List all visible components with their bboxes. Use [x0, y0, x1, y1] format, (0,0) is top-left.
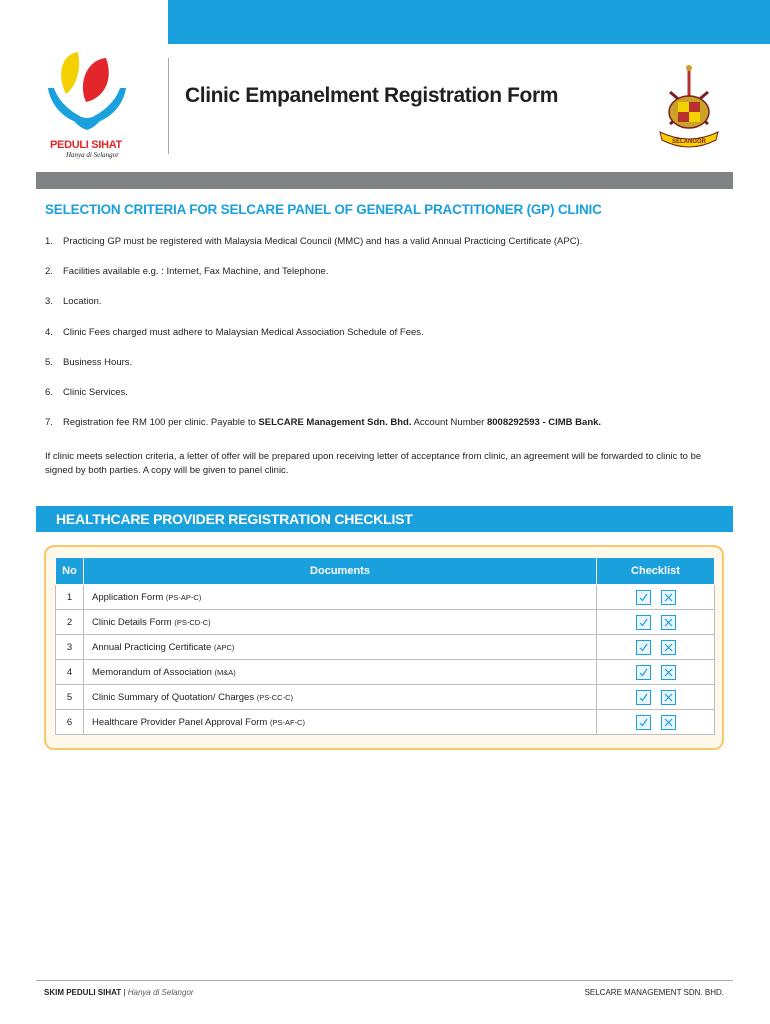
no-checkbox[interactable] [661, 690, 676, 705]
criteria-item: 3. Location. [45, 296, 102, 308]
no-checkbox[interactable] [661, 590, 676, 605]
table-row [56, 610, 715, 635]
document-code: (M&A) [214, 667, 236, 677]
table-header-row [56, 558, 715, 585]
footer-divider [36, 980, 733, 981]
table-row [56, 685, 715, 710]
document-code: (PS-AF-C) [269, 717, 305, 727]
yes-checkbox[interactable] [636, 715, 651, 730]
yes-checkbox[interactable] [636, 640, 651, 655]
selangor-crest-icon [654, 62, 724, 154]
yes-checkbox[interactable] [636, 590, 651, 605]
row-number: 6 [56, 710, 84, 735]
row-number: 3 [56, 635, 84, 660]
page-title: Clinic Empanelment Registration Form [185, 84, 558, 107]
checklist-heading: HEALTHCARE PROVIDER REGISTRATION CHECKLIST [56, 511, 413, 527]
document-name: Clinic Details Form (PS-CD-C) [84, 610, 597, 635]
footer-company: SELCARE MANAGEMENT SDN. BHD. [584, 988, 724, 997]
header-accent-bar [168, 0, 770, 44]
document-name: Healthcare Provider Panel Approval Form (PS-AF-C) [84, 710, 597, 735]
document-name: Clinic Summary of Quotation/ Charges (PS-CC-C) [84, 685, 597, 710]
crest-label: SELANGOR [671, 139, 707, 145]
row-number: 1 [56, 585, 84, 610]
checklist-cell [597, 610, 715, 635]
document-name: Annual Practicing Certificate (APC) [84, 635, 597, 660]
criteria-item: 6. Clinic Services. [45, 386, 128, 398]
criteria-item: 4. Clinic Fees charged must adhere to Malaysian Medical Association Schedule of Fees. [45, 326, 424, 338]
criteria-item-registration-fee: 7. Registration fee RM 100 per clinic. Payable to SELCARE Management Sdn. Bhd. Account Number 8008292593 - CIMB Bank. [45, 417, 602, 429]
no-checkbox[interactable] [661, 640, 676, 655]
no-checkbox[interactable] [661, 715, 676, 730]
checklist-cell [597, 685, 715, 710]
header-divider [168, 58, 169, 154]
checklist-cell [597, 660, 715, 685]
yes-checkbox[interactable] [636, 690, 651, 705]
checklist-cell [597, 635, 715, 660]
criteria-item: 5. Business Hours. [45, 356, 133, 368]
logo-wordmark: PEDULI SIHAT [50, 139, 122, 151]
criteria-item: 1. Practicing GP must be registered with Malaysia Medical Council (MMC) and has a valid Annual Practicing Certificate (APC). [45, 236, 583, 247]
document-code: (PS-CD-C) [174, 617, 211, 627]
column-header-no: No [56, 558, 84, 585]
table-row [56, 710, 715, 735]
section-divider-bar [36, 172, 733, 189]
footer-separator: | [123, 988, 126, 997]
document-code: (PS-CC-C) [256, 692, 293, 702]
logo-tagline: Hanya di Selangor [66, 151, 119, 159]
footer-scheme-name: SKIM PEDULI SIHAT [44, 988, 122, 997]
document-name: Memorandum of Association (M&A) [84, 660, 597, 685]
document-name: Application Form (PS-AP-C) [84, 585, 597, 610]
row-number: 5 [56, 685, 84, 710]
no-checkbox[interactable] [661, 665, 676, 680]
table-row [56, 660, 715, 685]
criteria-item: 2. Facilities available e.g. : Internet, Fax Machine, and Telephone. [45, 266, 329, 278]
selection-criteria-heading: SELECTION CRITERIA FOR SELCARE PANEL OF GENERAL PRACTITIONER (GP) CLINIC [45, 202, 602, 217]
document-code: (PS-AP-C) [165, 592, 202, 602]
yes-checkbox[interactable] [636, 615, 651, 630]
table-row [56, 635, 715, 660]
payee-company: SELCARE Management Sdn. Bhd. [258, 417, 412, 429]
account-number: 8008292593 - CIMB Bank. [486, 417, 602, 429]
no-checkbox[interactable] [661, 615, 676, 630]
document-code: (APC) [213, 642, 235, 652]
row-number: 4 [56, 660, 84, 685]
footer-tagline: Hanya di Selangor [127, 988, 194, 997]
row-number: 2 [56, 610, 84, 635]
column-header-documents: Documents [84, 558, 597, 585]
checklist-cell [597, 710, 715, 735]
checklist-cell [597, 585, 715, 610]
table-row [56, 585, 715, 610]
selection-criteria-list [45, 236, 725, 447]
selection-note: If clinic meets selection criteria, a letter of offer will be prepared upon receiving letter of acceptance from clinic, an agreement will be forwarded to clinic to be signed by both parties. A copy will be given to panel clinic. [45, 451, 702, 476]
column-header-checklist: Checklist [597, 558, 715, 585]
footer-left [44, 988, 194, 997]
yes-checkbox[interactable] [636, 665, 651, 680]
checklist-banner [36, 506, 733, 532]
checklist-table [55, 557, 715, 735]
